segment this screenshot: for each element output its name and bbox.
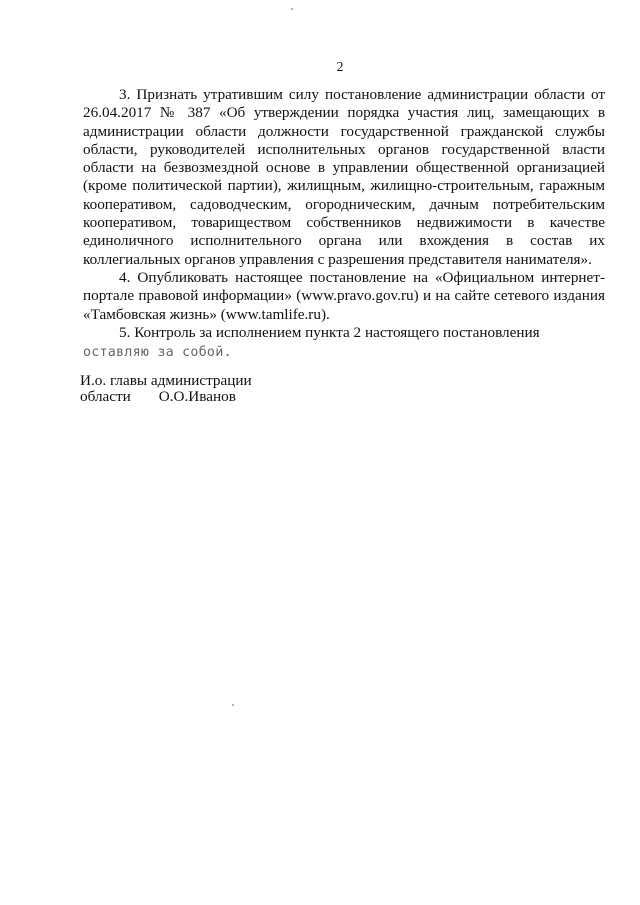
signature-block <box>80 373 340 404</box>
signature-title: И.о. главы администрации <box>80 372 252 389</box>
signature-region: области <box>80 387 131 405</box>
page-number: 2 <box>336 60 344 75</box>
document-body <box>83 86 605 362</box>
paragraph-3: 3. Признать утратившим силу постановление администрации области от 26.04.2017 № 387 «Об утверждении порядка участия лиц, замещающих в администрации области должности государственной гражданской службы области, руководителей исполнительных органов государственной власти области на безвозмездной основе в управлении общественной организацией (кроме политической партии), жилищным, жилищно-строительным, гаражным кооперативом, садоводческим, огородническим, дачным потребительским кооперативом, товариществом собственников недвижимости в качестве единоличного исполнительного органа или вхождения в состав их коллегиальных органов управления с разрешения представителя нанимателя». <box>83 86 605 268</box>
scan-speck <box>232 704 234 706</box>
scan-speck <box>291 8 293 10</box>
paragraph-5: 5. Контроль за исполнением пункта 2 настоящего постановления <box>119 323 540 341</box>
signature-region-line <box>80 389 340 405</box>
paragraph-4: 4. Опубликовать настоящее постановление на «Официальном интернет-портале правовой информации» (www.pravo.gov.ru) и на сайте сетевого издания «Тамбовская жизнь» (www.tamlife.ru). <box>83 268 605 323</box>
signature-name: О.О.Иванов <box>158 387 236 405</box>
typed-continuation: оставляю за собой. <box>83 345 232 361</box>
